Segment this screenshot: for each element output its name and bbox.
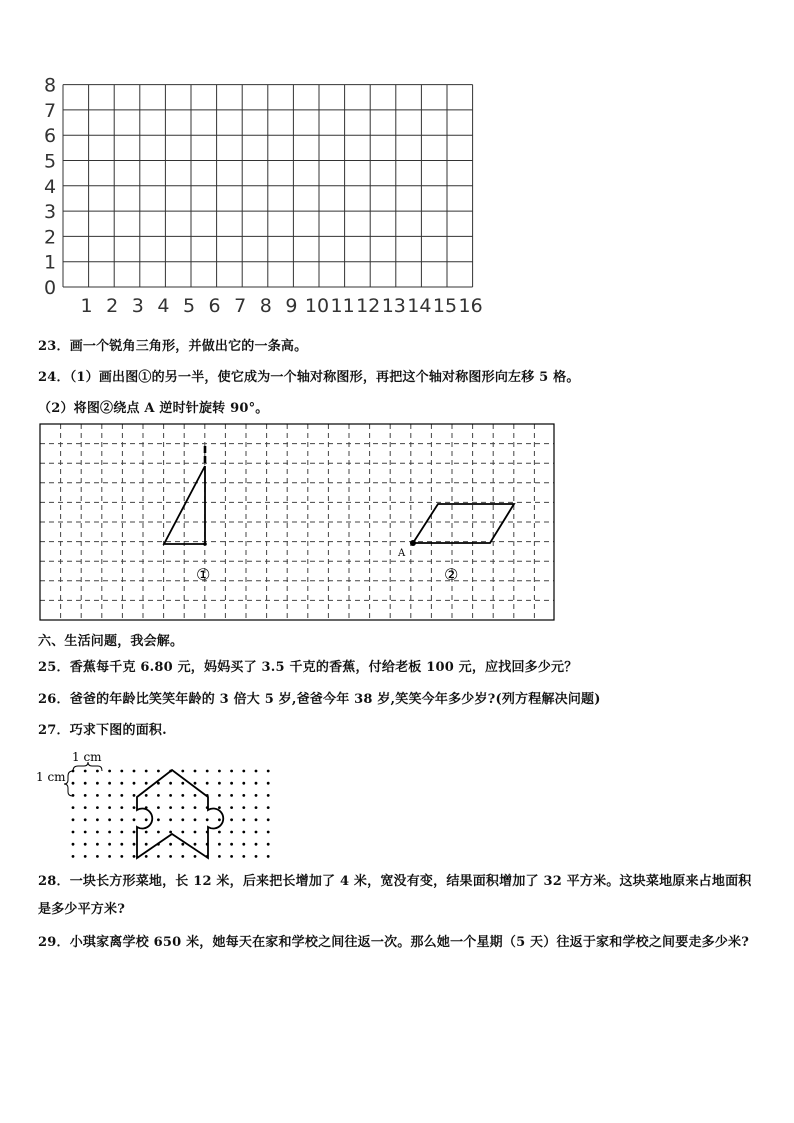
x-axis-label: 14 [407, 295, 432, 317]
point-a-label: A [398, 548, 406, 559]
grid-dot [267, 818, 270, 821]
grid-dot [108, 806, 111, 809]
grid-dot [181, 818, 184, 821]
grid-dot [242, 831, 245, 834]
unit-label-vertical: 1 cm [36, 770, 66, 784]
grid-dot [108, 831, 111, 834]
grid-dot [72, 782, 75, 785]
x-axis-label: 15 [432, 295, 458, 317]
grid-dot [206, 782, 209, 785]
grid-dot [120, 770, 123, 773]
grid-dot [230, 843, 233, 846]
grid-dot [230, 782, 233, 785]
question-26: 26．爸爸的年龄比笑笑年龄的 3 倍大 5 岁,爸爸今年 38 岁,笑笑今年多少岁?(列方程解决问题) [38, 692, 601, 707]
grid-dot [267, 843, 270, 846]
grid-dot [218, 782, 221, 785]
grid-dot [181, 831, 184, 834]
grid-dot [242, 843, 245, 846]
grid-dot [218, 831, 221, 834]
grid-dot [267, 794, 270, 797]
grid-dot [194, 843, 197, 846]
y-axis-label: 0 [43, 277, 57, 299]
grid-dot [230, 806, 233, 809]
grid-dot [96, 806, 99, 809]
grid-dot [96, 818, 99, 821]
grid-dot [157, 855, 160, 858]
grid-dot [96, 782, 99, 785]
unit-label-horizontal: 1 cm [72, 750, 102, 764]
y-axis-label: 2 [43, 226, 57, 249]
grid-dot [157, 770, 160, 773]
y-axis-label: 4 [43, 175, 57, 198]
dot-grid-dots [72, 770, 270, 858]
question-23: 23．画一个锐角三角形，并做出它的一条高。 [38, 339, 308, 354]
grid-dot [145, 843, 148, 846]
grid-dot [242, 782, 245, 785]
grid-dot [194, 806, 197, 809]
y-axis-label: 7 [43, 99, 57, 122]
grid-dot [157, 794, 160, 797]
grid-dot [218, 794, 221, 797]
composite-shape [137, 770, 223, 858]
grid-dot [169, 855, 172, 858]
grid-dot [218, 770, 221, 773]
x-axis-label: 11 [330, 295, 355, 317]
x-axis-label: 1 [80, 295, 93, 317]
question-28: 28．一块长方形菜地，长 12 米，后来把长增加了 4 米，宽没有变，结果面积增加了 32 平方米。这块菜地原来占地面积是多少平方米? [38, 874, 752, 917]
grid-dot [133, 782, 136, 785]
grid-dot [96, 843, 99, 846]
grid-dot [108, 855, 111, 858]
grid-dot [145, 770, 148, 773]
grid-dot [72, 855, 75, 858]
grid-dot [242, 770, 245, 773]
grid-dot [96, 770, 99, 773]
x-axis-label: 4 [157, 295, 170, 317]
x-axis-label: 8 [259, 295, 272, 317]
grid-dot [72, 843, 75, 846]
x-axis-label: 3 [131, 295, 144, 317]
grid-dot [145, 818, 148, 821]
grid-dot [120, 806, 123, 809]
grid-dot [181, 770, 184, 773]
grid-dot [96, 831, 99, 834]
grid-dot [218, 855, 221, 858]
grid-dot [230, 855, 233, 858]
grid-dot [218, 843, 221, 846]
grid-dot [230, 831, 233, 834]
grid-dot [194, 794, 197, 797]
y-axis-label: 1 [43, 251, 57, 274]
grid-dot [133, 770, 136, 773]
x-axis-label: 13 [381, 295, 406, 317]
grid-dot [84, 770, 87, 773]
grid-dot [194, 831, 197, 834]
grid-dot [145, 855, 148, 858]
grid-dot [96, 855, 99, 858]
question-24-part2: （2）将图②绕点 A 逆时针旋转 90°。 [38, 401, 269, 416]
question-29: 29．小琪家离学校 650 米，她每天在家和学校之间往返一次。那么她一个星期（5 天）往返于家和学校之间要走多少米? [38, 935, 750, 950]
grid-dot [169, 794, 172, 797]
grid-dot [133, 843, 136, 846]
grid-dot [108, 794, 111, 797]
grid-dot [108, 818, 111, 821]
grid-dot [84, 831, 87, 834]
grid-dot [267, 806, 270, 809]
grid-dot [157, 831, 160, 834]
grid-dot [242, 806, 245, 809]
grid-dot [72, 806, 75, 809]
y-axis-label: 8 [43, 74, 57, 97]
y-axis-label: 3 [43, 201, 57, 224]
figure-1-label: ① [196, 565, 211, 584]
grid-dot [169, 782, 172, 785]
grid-dot [181, 782, 184, 785]
grid-dot [84, 843, 87, 846]
grid-dot [255, 794, 258, 797]
grid-dot [206, 770, 209, 773]
grid-dot [242, 855, 245, 858]
grid-dot [218, 818, 221, 821]
grid-dot [181, 806, 184, 809]
grid-dot [96, 794, 99, 797]
grid-dot [255, 855, 258, 858]
grid-dot [157, 806, 160, 809]
question-24-part1: 24．（1）画出图①的另一半，使它成为一个轴对称图形，再把这个轴对称图形向左移 5 格。 [38, 370, 580, 385]
x-axis-label: 16 [458, 295, 483, 317]
x-axis-label: 10 [304, 295, 330, 317]
grid-dot [108, 843, 111, 846]
grid-dot [120, 843, 123, 846]
grid-dot [181, 843, 184, 846]
grid-dot [84, 794, 87, 797]
grid-dot [133, 794, 136, 797]
grid-dot [120, 855, 123, 858]
grid-dot [145, 794, 148, 797]
grid-dot [255, 770, 258, 773]
grid-dot [267, 782, 270, 785]
grid-dot [255, 806, 258, 809]
grid-dot [84, 806, 87, 809]
grid-dot [267, 831, 270, 834]
grid-dot [255, 843, 258, 846]
x-axis-label: 9 [285, 295, 298, 317]
grid-dot [267, 855, 270, 858]
grid-dot [108, 770, 111, 773]
x-axis-label: 12 [356, 295, 381, 317]
grid-dot [157, 818, 160, 821]
grid-dot [72, 818, 75, 821]
grid-dot [230, 818, 233, 821]
grid-dot [145, 831, 148, 834]
grid-dot [133, 818, 136, 821]
grid-dot [230, 770, 233, 773]
grid-dot [120, 794, 123, 797]
figure-2-label: ② [444, 565, 459, 584]
x-axis-label: 6 [208, 295, 221, 317]
grid-dot [206, 818, 209, 821]
grid-dot [267, 770, 270, 773]
grid-dot [120, 831, 123, 834]
grid-dot [120, 818, 123, 821]
grid-dot [169, 818, 172, 821]
y-axis-label: 6 [43, 125, 57, 148]
grid-dot [194, 782, 197, 785]
grid-dot [169, 806, 172, 809]
grid-dot [120, 782, 123, 785]
grid-dot [84, 855, 87, 858]
question-27: 27．巧求下图的面积. [38, 723, 167, 738]
grid-dot [181, 794, 184, 797]
grid-dot [255, 831, 258, 834]
grid-dot [145, 782, 148, 785]
grid-dot [194, 818, 197, 821]
grid-dot [169, 831, 172, 834]
x-axis-label: 5 [182, 295, 196, 317]
x-axis-label: 7 [234, 295, 247, 317]
grid-dot [133, 855, 136, 858]
grid-dot [242, 794, 245, 797]
grid-dot [108, 782, 111, 785]
x-axis-label: 2 [106, 295, 119, 317]
question-25: 25．香蕉每千克 6.80 元，妈妈买了 3.5 千克的香蕉，付给老板 100 元，应找回多少元？ [38, 660, 578, 675]
grid-dot [84, 818, 87, 821]
grid-dot [133, 831, 136, 834]
grid-dot [169, 843, 172, 846]
grid-dot [255, 818, 258, 821]
grid-dot [181, 855, 184, 858]
grid-dot [194, 855, 197, 858]
grid-dot [84, 782, 87, 785]
grid-dot [242, 818, 245, 821]
grid-dot [133, 806, 136, 809]
section-6-heading: 六、生活问题，我会解。 [38, 634, 184, 649]
grid-dot [72, 831, 75, 834]
grid-dot [255, 782, 258, 785]
grid-dot [218, 806, 221, 809]
grid-dot [230, 794, 233, 797]
grid-dot [194, 770, 197, 773]
y-axis-label: 5 [43, 150, 57, 173]
